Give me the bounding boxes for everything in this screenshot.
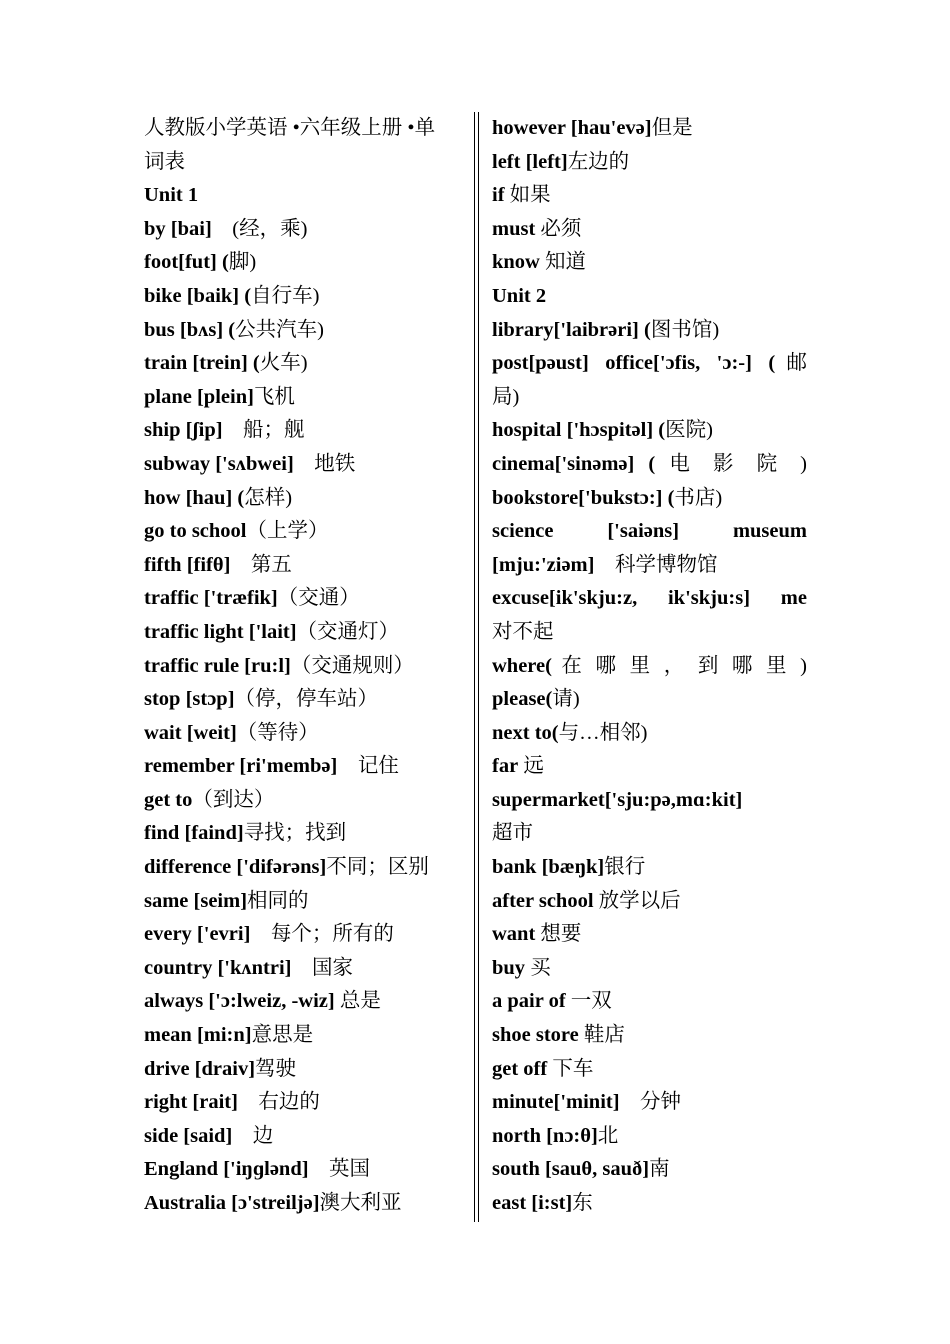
- vocab-entry: [492, 650, 807, 684]
- chinese-meaning: （交通灯）: [296, 620, 400, 643]
- english-word: traffic light ['lait]: [144, 620, 297, 643]
- english-word: traffic rule [ru:l]: [144, 654, 291, 677]
- chinese-meaning: 书店): [674, 486, 723, 509]
- vocab-entry: [144, 314, 462, 348]
- english-word: subway ['sʌbwei]: [144, 452, 294, 475]
- vocab-entry: [144, 817, 462, 851]
- english-word: by [bai]: [144, 217, 212, 240]
- vocab-entry: [492, 784, 807, 818]
- english-word: buy: [492, 956, 526, 979]
- chinese-meaning: 必须: [535, 217, 582, 240]
- chinese-meaning: 局): [492, 385, 520, 408]
- english-word: post[pəust] office['ɔfis, 'ɔ:-] (: [492, 352, 776, 375]
- chinese-meaning: 自行车): [251, 284, 320, 307]
- english-word: south [sauθ, sauð]: [492, 1158, 650, 1181]
- vocab-entry: [144, 582, 462, 616]
- english-word: foot[fut] (: [144, 251, 229, 274]
- chinese-meaning: 东: [572, 1192, 593, 1214]
- vocab-entry: [144, 717, 462, 751]
- chinese-meaning: 不同；区别: [326, 856, 429, 879]
- vocab-entry: [492, 717, 807, 751]
- chinese-meaning: 边: [232, 1124, 274, 1147]
- english-word: after school: [492, 889, 594, 912]
- vocab-entry: [492, 146, 807, 180]
- english-word: cinema['sinəmə] (: [492, 452, 670, 475]
- vocab-entry: [144, 1187, 462, 1221]
- vocab-entry: [144, 650, 462, 684]
- english-word: a pair of: [492, 990, 566, 1013]
- chinese-meaning: 一双: [565, 990, 612, 1013]
- chinese-meaning: 公共汽车): [235, 318, 324, 341]
- page-title-line: 人教版小学英语 •六年级上册 •单: [144, 117, 436, 139]
- english-word: minute['minit]: [492, 1091, 620, 1114]
- chinese-meaning: 澳大利亚: [319, 1192, 402, 1214]
- vocab-entry: [144, 1086, 462, 1120]
- english-word: stop [stɔp]: [144, 688, 235, 711]
- vocab-entry: [492, 1187, 807, 1221]
- english-word: plane [plein]: [144, 385, 254, 408]
- vocab-entry: [492, 381, 807, 415]
- vocab-entry: [492, 347, 807, 381]
- english-word: north [nɔ:θ]: [492, 1124, 598, 1147]
- chinese-meaning: （交通规则）: [290, 654, 414, 677]
- vocab-entry: [144, 952, 462, 986]
- chinese-meaning: 科学博物馆: [594, 553, 718, 576]
- chinese-meaning: 南: [649, 1158, 670, 1181]
- chinese-meaning: 与…相邻): [558, 721, 648, 744]
- english-word: side [said]: [144, 1124, 233, 1147]
- english-word: next to(: [492, 721, 559, 744]
- chinese-meaning: 右边的: [237, 1091, 320, 1114]
- english-word: how [hau] (: [144, 486, 245, 509]
- vocab-entry: [492, 1153, 807, 1187]
- column-divider: [474, 112, 479, 1222]
- chinese-meaning: 分钟: [619, 1091, 682, 1114]
- english-word: however [hau'evə]: [492, 117, 652, 139]
- vocab-entry: [492, 515, 807, 549]
- chinese-meaning: 如果: [504, 184, 551, 207]
- chinese-meaning: （上学）: [246, 520, 329, 543]
- chinese-meaning: 图书馆): [650, 318, 720, 341]
- english-word: hospital ['hɔspitəl] (: [492, 419, 666, 442]
- chinese-meaning: 对不起: [492, 620, 554, 643]
- vocab-entry: [492, 314, 807, 348]
- english-word: always ['ɔ:lweiz, -wiz]: [144, 990, 335, 1013]
- english-word: traffic ['træfik]: [144, 587, 278, 610]
- vocab-entry: [144, 1053, 462, 1087]
- chinese-meaning: 飞机: [253, 385, 295, 408]
- vocab-entry: [144, 683, 462, 717]
- vocab-entry: [144, 347, 462, 381]
- chinese-meaning: 船；舰: [222, 419, 305, 442]
- english-word: excuse[ik'skju:z, ik'skju:s] me: [492, 587, 807, 610]
- chinese-meaning: 但是: [651, 117, 693, 139]
- chinese-meaning: 远: [518, 755, 544, 778]
- vocab-entry: [492, 482, 807, 516]
- vocab-entry: [144, 1120, 462, 1154]
- chinese-meaning: 想要: [535, 923, 582, 946]
- left-column: [144, 112, 462, 1221]
- page-title-line: 词表: [144, 150, 185, 173]
- vocab-entry: [492, 549, 807, 583]
- chinese-meaning: （到达）: [192, 788, 275, 811]
- chinese-meaning: 放学以后: [593, 889, 681, 912]
- vocab-entry: [492, 213, 807, 247]
- vocab-entry: [492, 952, 807, 986]
- vocab-entry: [492, 817, 807, 851]
- vocab-entry: [144, 381, 462, 415]
- english-word: mean [mi:n]: [144, 1024, 252, 1047]
- english-word: bank [bæŋk]: [492, 856, 605, 879]
- vocab-entry: [492, 414, 807, 448]
- english-word: same [seim]: [144, 889, 248, 912]
- chinese-meaning: (经，乘): [211, 217, 308, 240]
- chinese-meaning: 寻找；找到: [243, 822, 347, 845]
- chinese-meaning: 北: [597, 1124, 619, 1147]
- english-word: difference ['difərəns]: [144, 856, 327, 879]
- chinese-meaning: 相同的: [247, 889, 309, 912]
- english-word: where(: [492, 654, 552, 677]
- english-word: train [trein] (: [144, 352, 260, 375]
- chinese-meaning: 驾驶: [255, 1057, 297, 1080]
- vocab-entry: [144, 851, 462, 885]
- english-word: want: [492, 923, 536, 946]
- chinese-meaning: （交通）: [277, 587, 360, 610]
- chinese-meaning: 每个；所有的: [250, 923, 394, 946]
- chinese-meaning: 电 影 院 ): [669, 452, 807, 475]
- english-word: please(: [492, 688, 553, 711]
- english-word: every ['evri]: [144, 923, 251, 946]
- vocab-entry: [492, 246, 807, 280]
- right-column: [492, 112, 807, 1221]
- vocab-entry: [492, 1053, 807, 1087]
- english-word: library['laibrəri] (: [492, 318, 651, 341]
- chinese-meaning: 邮: [775, 352, 807, 375]
- vocab-entry: [144, 1019, 462, 1053]
- english-word: far: [492, 755, 519, 778]
- chinese-meaning: 银行: [604, 856, 646, 879]
- vocab-entry: [492, 918, 807, 952]
- vocab-entry: [144, 885, 462, 919]
- unit-heading: Unit 2: [492, 284, 547, 307]
- chinese-meaning: 总是: [334, 990, 381, 1013]
- vocab-entry: [144, 246, 462, 280]
- vocab-entry: [492, 448, 807, 482]
- vocab-entry: [492, 750, 807, 784]
- chinese-meaning: 买: [525, 956, 551, 979]
- vocab-entry: [144, 280, 462, 314]
- english-word: ship [ʃip]: [144, 419, 223, 442]
- english-word: supermarket['sju:pə,mɑ:kit]: [492, 788, 743, 811]
- chinese-meaning: 记住: [337, 755, 399, 778]
- vocab-entry: [144, 616, 462, 650]
- chinese-meaning: 知道: [539, 251, 586, 274]
- chinese-meaning: 左边的: [567, 150, 630, 173]
- english-word: if: [492, 184, 505, 207]
- vocab-entry: [144, 918, 462, 952]
- vocab-entry: [144, 1153, 462, 1187]
- english-word: shoe store: [492, 1024, 579, 1047]
- vocab-entry: [492, 582, 807, 616]
- english-word: fifth [fifθ]: [144, 553, 231, 576]
- vocab-entry: [492, 1120, 807, 1154]
- chinese-meaning: 第五: [230, 553, 292, 576]
- english-word: find [faind]: [144, 822, 244, 845]
- vocab-entry: [492, 179, 807, 213]
- english-word: right [rait]: [144, 1091, 238, 1114]
- vocab-entry: [144, 213, 462, 247]
- english-word: know: [492, 251, 540, 274]
- chinese-meaning: 怎样): [244, 486, 293, 509]
- chinese-meaning: 火车): [259, 352, 308, 375]
- english-word: get off: [492, 1057, 548, 1080]
- chinese-meaning: 脚): [228, 251, 257, 274]
- vocab-entry: [492, 1086, 807, 1120]
- english-word: go to school: [144, 520, 247, 543]
- chinese-meaning: （等待）: [236, 721, 319, 744]
- english-word: bookstore['bukstɔ:] (: [492, 486, 675, 509]
- chinese-meaning: （停，停车站）: [234, 688, 379, 711]
- english-word: get to: [144, 788, 193, 811]
- english-word: drive [draiv]: [144, 1057, 256, 1080]
- vocab-entry: [492, 683, 807, 717]
- chinese-meaning: 国家: [291, 956, 353, 979]
- vocab-entry: [144, 414, 462, 448]
- english-word: country ['kʌntri]: [144, 956, 292, 979]
- chinese-meaning: 下车: [547, 1057, 594, 1080]
- chinese-meaning: 英国: [308, 1158, 371, 1181]
- vocab-entry: [492, 985, 807, 1019]
- english-word: wait [weit]: [144, 721, 237, 744]
- vocab-entry: [492, 616, 807, 650]
- vocab-entry: [144, 784, 462, 818]
- english-word: [mju:'ziəm]: [492, 553, 595, 576]
- vocab-entry: [144, 750, 462, 784]
- english-word: England ['iŋɡlənd]: [144, 1158, 309, 1181]
- vocab-entry: [492, 1019, 807, 1053]
- chinese-meaning: 意思是: [251, 1024, 314, 1047]
- english-word: science ['saiəns] museum: [492, 520, 807, 543]
- chinese-meaning: 地铁: [293, 452, 356, 475]
- chinese-meaning: 在 哪 里 ， 到 哪 里 ): [551, 654, 807, 677]
- chinese-meaning: 鞋店: [578, 1024, 625, 1047]
- vocab-entry: [144, 482, 462, 516]
- vocab-entry: [492, 112, 807, 146]
- english-word: east [i:st]: [492, 1192, 573, 1214]
- vocab-entry: [144, 985, 462, 1019]
- english-word: bus [bʌs] (: [144, 318, 236, 341]
- english-word: bike [baik] (: [144, 284, 252, 307]
- chinese-meaning: 医院): [665, 419, 713, 442]
- vocab-entry: [144, 549, 462, 583]
- chinese-meaning: 请): [552, 688, 580, 711]
- chinese-meaning: 超市: [492, 822, 533, 845]
- english-word: must: [492, 217, 536, 240]
- english-word: remember [ri'membə]: [144, 755, 338, 778]
- vocab-entry: [492, 885, 807, 919]
- english-word: Australia [ɔ'streiljə]: [144, 1192, 320, 1214]
- vocab-entry: [144, 515, 462, 549]
- english-word: left [left]: [492, 150, 568, 173]
- vocab-entry: [144, 448, 462, 482]
- unit-heading: Unit 1: [144, 184, 199, 207]
- vocab-entry: [492, 851, 807, 885]
